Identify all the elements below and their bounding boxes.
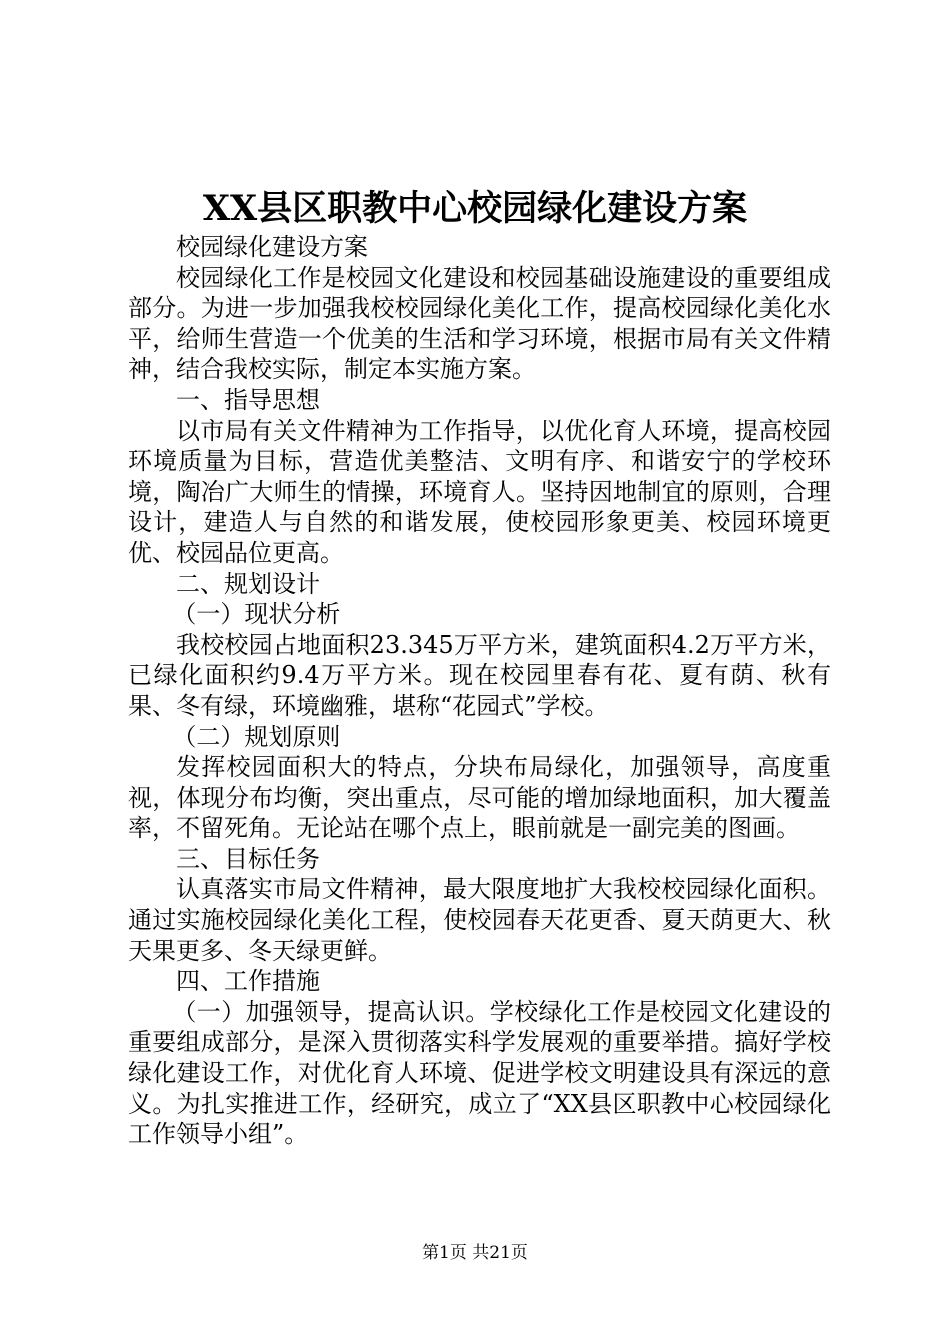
paragraph-planning-principles: 发挥校园面积大的特点，分块布局绿化，加强领导，高度重视，体现分布均衡，突出重点，尽可能的增加绿地面积，加大覆盖率，不留死角。无论站在哪个点上，眼前就是一副完美的图画。 [128,753,831,843]
subsection-heading-current-status: （一）现状分析 [172,600,341,629]
section-heading-goals: 三、目标任务 [176,844,320,873]
page-number-footer: 第1页 共21页 [422,1243,528,1263]
paragraph-measures-leadership: （一）加强领导，提高认识。学校绿化工作是校园文化建设的重要组成部分，是深入贯彻落实科学发展观的重要举措。搞好学校绿化建设工作，对优化育人环境、促进学校文明建设具有深远的意义。为扎实推进工作，经研究，成立了“XX县区职教中心校园绿化工作领导小组”。 [128,997,831,1149]
document-body [128,232,831,1150]
section-heading-planning-design: 二、规划设计 [176,569,320,598]
subsection-heading-planning-principles: （二）规划原则 [172,722,341,751]
document-title: XX县区职教中心校园绿化建设方案 [202,188,748,229]
paragraph-guiding-thought: 以市局有关文件精神为工作指导，以优化育人环境，提高校园环境质量为目标，营造优美整洁、文明有序、和谐安宁的学校环境，陶冶广大师生的情操，环境育人。坚持因地制宜的原则，合理设计，建造人与自然的和谐发展，使校园形象更美、校园环境更优、校园品位更高。 [128,416,831,567]
section-heading-guiding-thought: 一、指导思想 [176,385,320,414]
paragraph-current-status: 我校校园占地面积23.345万平方米，建筑面积4.2万平方米，已绿化面积约9.4万平方米。现在校园里春有花、夏有荫、秋有果、冬有绿，环境幽雅，堪称“花园式”学校。 [128,630,831,720]
paragraph-goals: 认真落实市局文件精神，最大限度地扩大我校校园绿化面积。通过实施校园绿化美化工程，使校园春天花更香、夏天荫更大、秋天果更多、冬天绿更鲜。 [128,875,831,965]
section-heading-measures: 四、工作措施 [176,967,320,996]
paragraph-subtitle: 校园绿化建设方案 [176,233,368,261]
paragraph-intro: 校园绿化工作是校园文化建设和校园基础设施建设的重要组成部分。为进一步加强我校校园绿化美化工作，提高校园绿化美化水平，给师生营造一个优美的生活和学习环境，根据市局有关文件精神，结合我校实际，制定本实施方案。 [128,263,831,384]
